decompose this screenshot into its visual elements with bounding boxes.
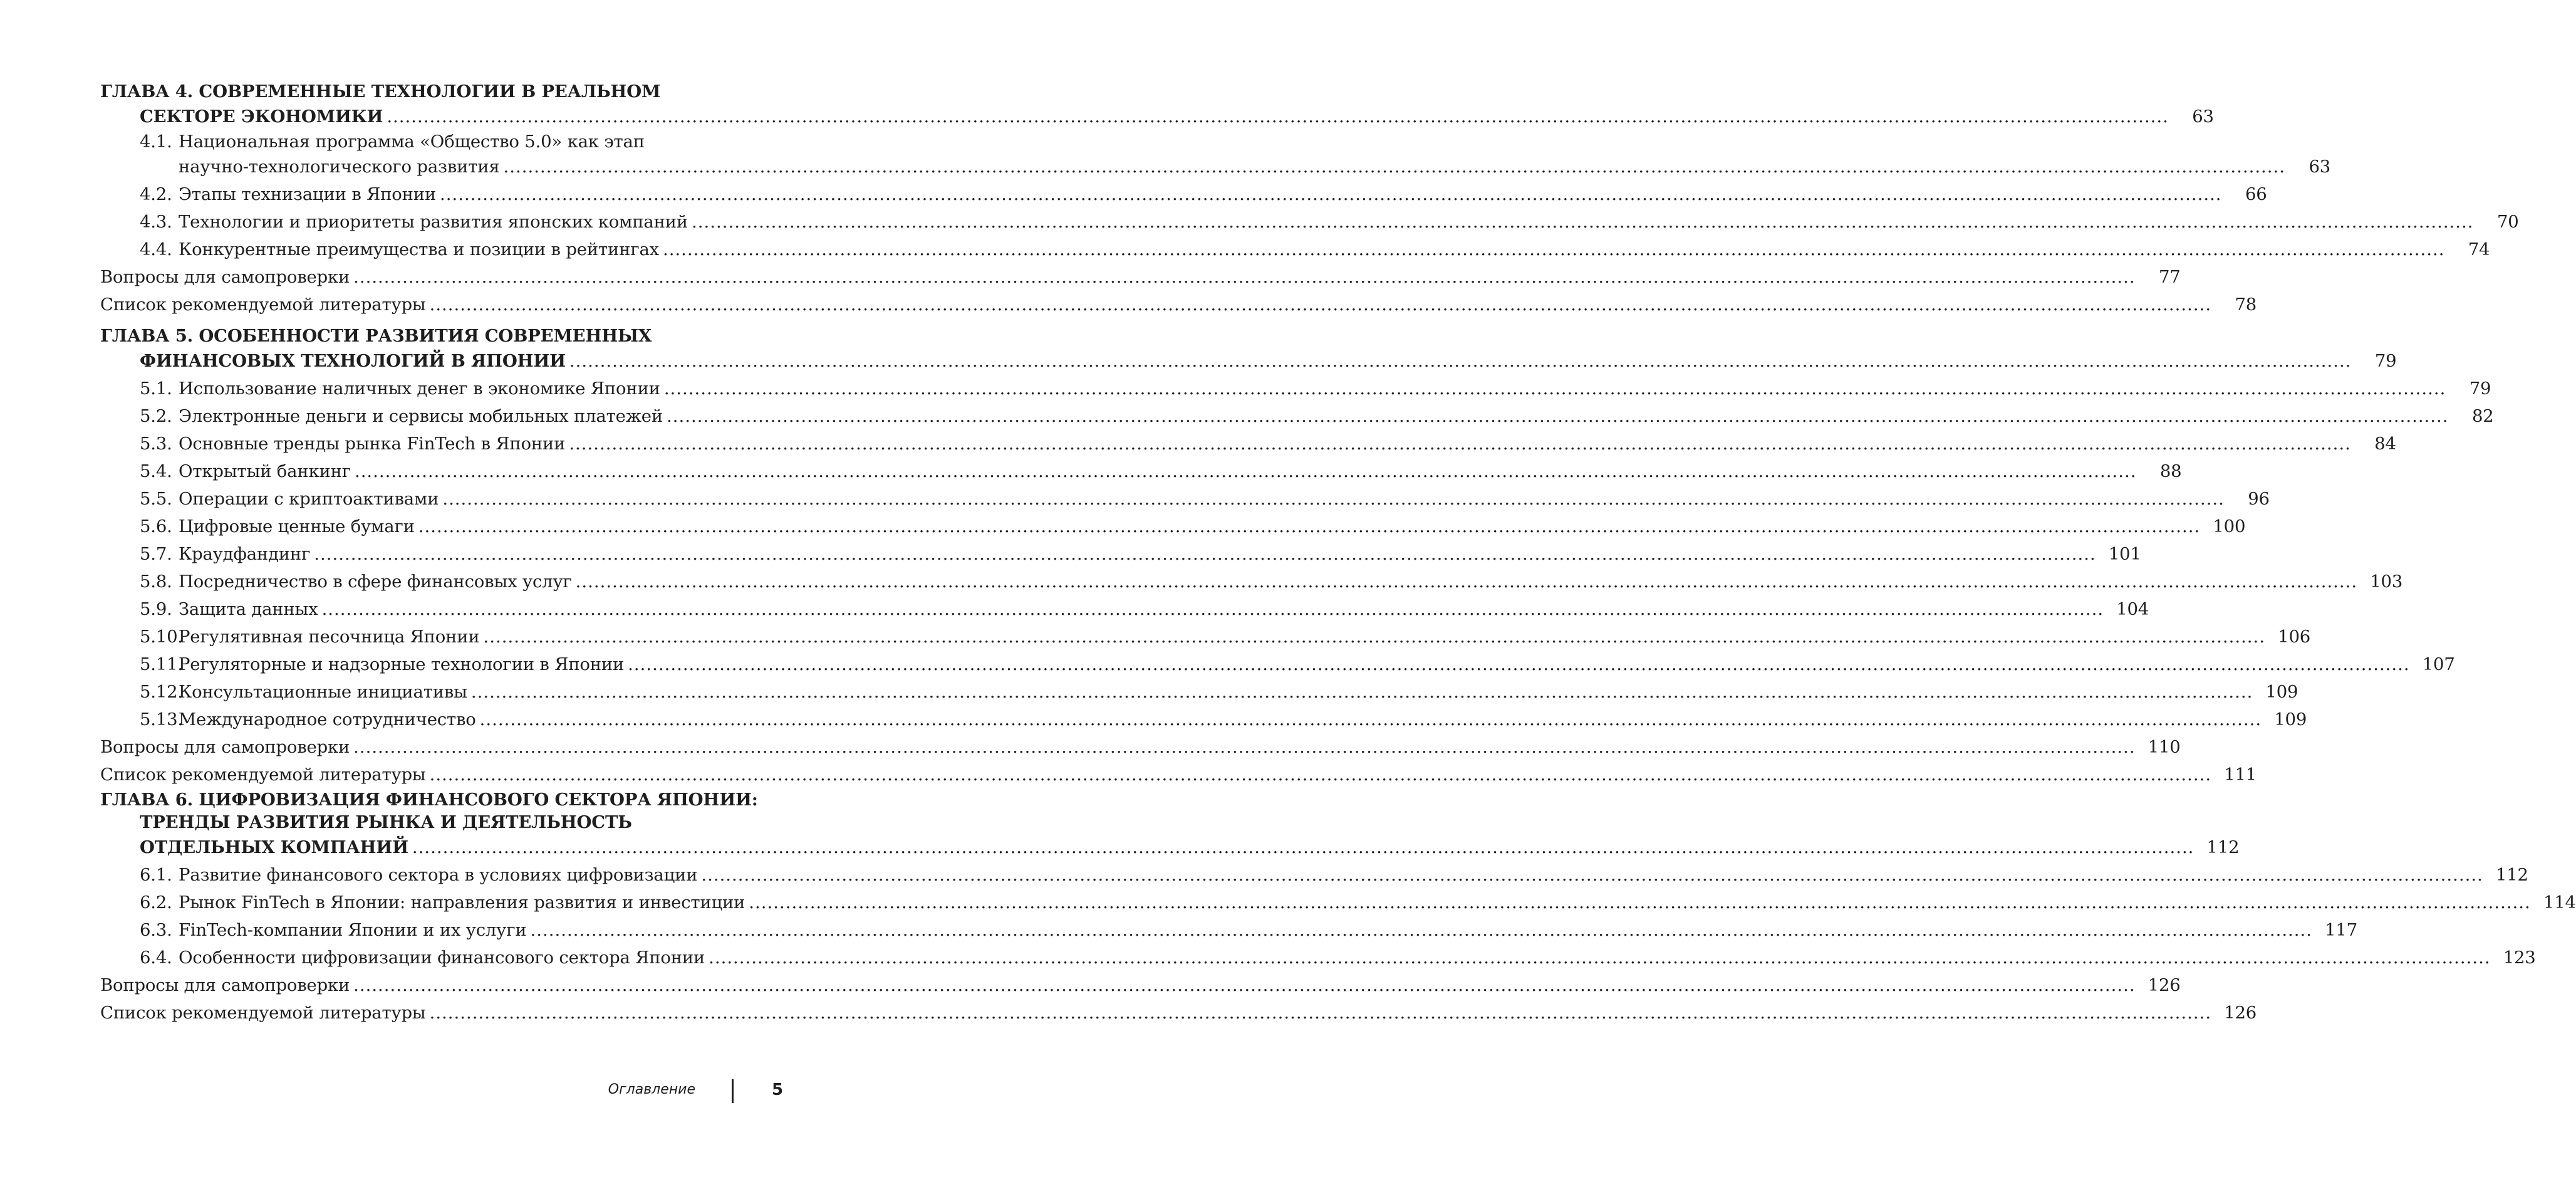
leader-dots <box>628 651 2410 678</box>
page-number: 109 <box>2265 682 2298 702</box>
leader-dots <box>480 706 2262 733</box>
page-number: 63 <box>2192 107 2214 127</box>
leader-dots <box>504 153 2286 180</box>
page-number: 82 <box>2471 406 2494 426</box>
page-number: 79 <box>2374 351 2397 371</box>
section-title: Электронные деньги и сервисы мобильных платежей <box>179 406 663 426</box>
toc-entry-6-2[interactable] <box>100 889 2576 916</box>
toc-entry-5-6[interactable] <box>100 513 2246 540</box>
leader-dots <box>430 291 2212 318</box>
page-number: 107 <box>2422 654 2455 674</box>
section-number: 6.1. <box>140 865 172 885</box>
leader-dots <box>471 678 2253 706</box>
section-number: 4.4. <box>140 239 172 259</box>
toc-entry-4-2[interactable] <box>100 180 2267 208</box>
toc-entry-questions-4[interactable] <box>100 263 2181 291</box>
page-number: 66 <box>2245 184 2267 204</box>
page-number: 101 <box>2108 544 2141 564</box>
section-number: 5.9. <box>140 599 172 619</box>
toc-entry-5-13[interactable] <box>100 706 2307 733</box>
toc-entry-4-1[interactable] <box>100 130 739 153</box>
leader-dots <box>314 540 2096 568</box>
page-number: 106 <box>2278 627 2311 647</box>
toc-entry-5-9[interactable] <box>100 595 2149 623</box>
section-number: 5.5. <box>140 489 172 509</box>
toc-entry-5-11[interactable] <box>100 651 2455 678</box>
section-number: 5.7. <box>140 544 172 564</box>
section-number: 5.11. <box>140 654 183 674</box>
section-number: 5.6. <box>140 516 172 536</box>
leader-dots <box>569 430 2351 458</box>
leader-dots <box>569 347 2352 375</box>
page-footer <box>0 1079 844 1104</box>
leader-dots <box>663 236 2445 263</box>
toc-entry-literature-6[interactable] <box>100 999 2257 1027</box>
toc-entry-literature-4[interactable] <box>100 291 2257 318</box>
toc-entry-literature-5[interactable] <box>100 761 2257 788</box>
running-footer-label: Оглавление <box>608 1082 695 1097</box>
section-title: Список рекомендуемой литературы <box>100 1003 426 1023</box>
section-title: Цифровые ценные бумаги <box>179 516 415 536</box>
page-number: 74 <box>2468 239 2490 259</box>
leader-dots <box>484 623 2266 651</box>
section-number: 6.2. <box>140 892 172 913</box>
section-title: Операции с криптоактивами <box>179 489 439 509</box>
page-number: 109 <box>2274 709 2307 730</box>
chapter-title: ГЛАВА 4. СОВРЕМЕННЫЕ ТЕХНОЛОГИИ В РЕАЛЬНОМ <box>100 81 661 102</box>
page-number: 103 <box>2370 572 2403 592</box>
chapter-6-heading-cont[interactable] <box>100 811 739 834</box>
section-number: 5.13. <box>140 709 183 730</box>
page-number: 79 <box>2469 379 2491 399</box>
section-title: Краудфандинг <box>179 544 311 564</box>
page-number: 70 <box>2496 212 2519 232</box>
section-title: Вопросы для самопроверки <box>100 737 350 757</box>
leader-dots <box>322 595 2104 623</box>
section-number: 5.1. <box>140 379 172 399</box>
toc-entry-5-7[interactable] <box>100 540 2141 568</box>
page-number: 123 <box>2503 948 2536 968</box>
section-title: Консультационные инициативы <box>179 682 467 702</box>
page-number: 111 <box>2224 765 2257 785</box>
section-title: научно-технологического развития <box>179 157 500 177</box>
page-number: 114 <box>2543 892 2576 913</box>
chapter-title: ТРЕНДЫ РАЗВИТИЯ РЫНКА И ДЕЯТЕЛЬНОСТЬ <box>140 812 632 832</box>
page-number: 78 <box>2235 295 2257 315</box>
section-title: Развитие финансового сектора в условиях цифровизации <box>179 865 698 885</box>
section-number: 5.8. <box>140 572 172 592</box>
section-title: Список рекомендуемой литературы <box>100 295 426 315</box>
page-number: 100 <box>2213 516 2246 536</box>
toc-entry-6-4[interactable] <box>100 944 2536 971</box>
section-title: Национальная программа «Общество 5.0» как этап <box>179 132 645 152</box>
chapter-4-heading[interactable] <box>100 80 739 103</box>
toc-entry-5-4[interactable] <box>100 458 2182 485</box>
chapter-4-heading-cont[interactable] <box>100 103 2214 130</box>
toc-entry-5-5[interactable] <box>100 485 2270 513</box>
page-number: 112 <box>2206 837 2240 857</box>
leader-dots <box>353 263 2136 291</box>
section-number: 5.3. <box>140 434 172 454</box>
leader-dots <box>442 485 2225 513</box>
leader-dots <box>701 861 2483 889</box>
page-number: 63 <box>2309 157 2331 177</box>
section-number: 6.4. <box>140 948 172 968</box>
page-number: 104 <box>2116 599 2149 619</box>
page-number: 84 <box>2374 434 2396 454</box>
chapter-5-heading[interactable] <box>100 325 739 347</box>
section-title: Посредничество в сфере финансовых услуг <box>179 572 572 592</box>
chapter-title: ФИНАНСОВЫХ ТЕХНОЛОГИЙ В ЯПОНИИ <box>140 351 566 371</box>
section-title: Технологии и приоритеты развития японских компаний <box>179 212 688 232</box>
leader-dots <box>667 402 2449 430</box>
toc-entry-4-1-cont[interactable] <box>100 153 2331 180</box>
toc-entry-4-3[interactable] <box>100 208 2519 236</box>
leader-dots <box>692 208 2474 236</box>
section-number: 6.3. <box>140 920 172 940</box>
leader-dots <box>664 375 2446 402</box>
page-number: 112 <box>2495 865 2528 885</box>
leader-dots <box>353 733 2136 761</box>
page-number: 96 <box>2248 489 2270 509</box>
toc-entry-5-2[interactable] <box>100 402 2494 430</box>
chapter-title: СЕКТОРЕ ЭКОНОМИКИ <box>140 107 383 127</box>
section-title: Особенности цифровизации финансового сектора Японии <box>179 948 705 968</box>
leader-dots <box>387 103 2169 130</box>
section-number: 4.3. <box>140 212 172 232</box>
page-number: 117 <box>2325 920 2358 940</box>
toc-entry-questions-5[interactable] <box>100 733 2181 761</box>
section-title: Основные тренды рынка FinTech в Японии <box>179 434 566 454</box>
page-number: 88 <box>2159 461 2182 481</box>
footer-divider <box>732 1079 734 1103</box>
page-number: 126 <box>2224 1003 2257 1023</box>
chapter-6-heading-cont-2[interactable] <box>100 834 2240 861</box>
section-title: Открытый банкинг <box>179 461 351 481</box>
toc-entry-6-3[interactable] <box>100 916 2358 944</box>
section-number: 5.4. <box>140 461 172 481</box>
footer-page-number: 5 <box>772 1080 784 1099</box>
section-title: Использование наличных денег в экономике Японии <box>179 379 660 399</box>
table-of-contents <box>100 80 2576 1027</box>
chapter-title: ГЛАВА 6. ЦИФРОВИЗАЦИЯ ФИНАНСОВОГО СЕКТОРА ЯПОНИИ: <box>100 790 758 810</box>
section-title: Рынок FinTech в Японии: направления развития и инвестиции <box>179 892 745 913</box>
leader-dots <box>576 568 2358 595</box>
page-number: 77 <box>2159 267 2181 287</box>
section-title: Регуляторные и надзорные технологии в Японии <box>179 654 625 674</box>
section-title: FinTech-компании Японии и их услуги <box>179 920 527 940</box>
page-number: 110 <box>2148 737 2181 757</box>
section-title: Вопросы для самопроверки <box>100 975 350 995</box>
section-number: 5.10. <box>140 627 183 647</box>
leader-dots <box>418 513 2201 540</box>
section-number: 5.2. <box>140 406 172 426</box>
toc-entry-5-1[interactable] <box>100 375 2491 402</box>
toc-entry-5-10[interactable] <box>100 623 2311 651</box>
section-title: Международное сотрудничество <box>179 709 476 730</box>
section-number: 5.12. <box>140 682 183 702</box>
leader-dots <box>430 999 2212 1027</box>
section-title: Список рекомендуемой литературы <box>100 765 426 785</box>
section-title: Защита данных <box>179 599 318 619</box>
toc-entry-5-3[interactable] <box>100 430 2396 458</box>
section-title: Конкурентные преимущества и позиции в рейтингах <box>179 239 659 259</box>
page-number: 126 <box>2148 975 2181 995</box>
leader-dots <box>440 180 2222 208</box>
leader-dots <box>749 889 2531 916</box>
leader-dots <box>355 458 2137 485</box>
leader-dots <box>709 944 2491 971</box>
chapter-title: ОТДЕЛЬНЫХ КОМПАНИЙ <box>140 837 408 857</box>
toc-entry-5-8[interactable] <box>100 568 2403 595</box>
chapter-title: ГЛАВА 5. ОСОБЕННОСТИ РАЗВИТИЯ СОВРЕМЕННЫХ <box>100 326 652 346</box>
leader-dots <box>412 834 2194 861</box>
toc-entry-4-4[interactable] <box>100 236 2490 263</box>
toc-entry-questions-6[interactable] <box>100 971 2181 999</box>
leader-dots <box>430 761 2212 788</box>
section-number: 4.1. <box>140 132 172 152</box>
leader-dots <box>531 916 2313 944</box>
section-title: Регулятивная песочница Японии <box>179 627 480 647</box>
leader-dots <box>353 971 2136 999</box>
toc-entry-6-1[interactable] <box>100 861 2528 889</box>
toc-entry-5-12[interactable] <box>100 678 2298 706</box>
chapter-5-heading-cont[interactable] <box>100 347 2397 375</box>
chapter-6-heading[interactable] <box>100 788 758 811</box>
section-title: Этапы технизации в Японии <box>179 184 437 204</box>
section-title: Вопросы для самопроверки <box>100 267 350 287</box>
section-number: 4.2. <box>140 184 172 204</box>
